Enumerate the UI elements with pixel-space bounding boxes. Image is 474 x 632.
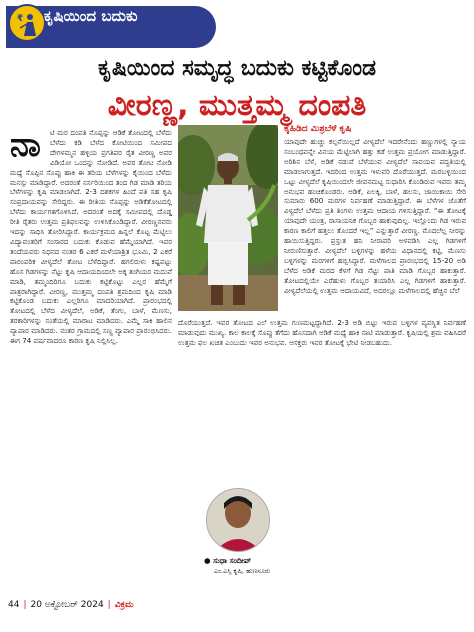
article-column-3-text-part: ದೊರೆಯುತ್ತದೆ. ಇವರ ತೋಟದ ಎಲೆ ಉತ್ತಮ ಗುಣಮಟ್ಟದ್ದಾಗಿದೆ. 2-3 ಅಡಿ ಬಿಟ್ಟು ಇರುವ ಬಳ್ಳಿಗಳ ವ್ಯವಸ್ಥಿತ ನಿರ್ವಹಣೆ ಮಾಡುವುದು ಮುಖ್ಯ. ಕಾಲ ಕಾಲಕ್ಕೆ ಸೊಪ್ಪು ತೆಗೆದು ಹೊಸದಾಗಿ ಅಡಿಕೆ ಮಧ್ಯೆ ಹಾಕಿ ನಾಟಿ ಮಾಡುತ್ತಾರೆ. ಕೃಷಿಯಲ್ಲಿ ಶ್ರಮ ವಹಿಸಿದರೆ ಉತ್ತಮ ಫಲ ಖಚಿತ ಎಂಬುದು ಇವರ ಅನುಭವ. ಆಸಕ್ತರು ಇವರ ತೋಟಕ್ಕೆ ಭೇಟಿ ನೀಡಬಹುದು. [178, 318, 466, 347]
svg-text:₹: ₹ [17, 14, 24, 24]
farmer-photo [178, 125, 278, 311]
article-title-line1: ಕೃಷಿಯಿಂದ ಸಮೃದ್ಧ ಬದುಕು ಕಟ್ಟಿಕೊಂಡ [97, 56, 376, 81]
page-footer: 44 | 20 ಅಕ್ಟೋಬರ್ 2024 | ವಿಕ್ರಮ [8, 600, 134, 610]
article-column-3-text: ಯಾವುದೇ ಹುಚ್ಚು ಕಲ್ಪನೆಯಿಲ್ಲದೆ ವೀಳ್ಯದೆಲೆ ಇದರೇನೆಂದು ಹಣ್ಣುಗಳಲ್ಲಿ ನ್ಯಾಯ ಸಂಬಂಧವನ್ನೇ ವಿನಯ ಮೆಟ್ಟಿಲಾಗಿ ಹತ್ತು ಕಡೆ ಉತ್ತಮ ಪ್ರಯೋಗ ಮಾಡುತ್ತಿದ್ದಾರೆ. ಅರಿಶಿನ ಬೆಳೆ, ಅಡಿಕೆ ನಡುವೆ ಬೆಳೆಯುವ ವೀಳ್ಯದೆಲೆ ಸಾವಯವ ಪದ್ಧತಿಯಲ್ಲಿ ಮಾಡಲಾಗುತ್ತದೆ. ಇದರಿಂದ ಉತ್ತಮ ಇಳುವರಿ ದೊರೆಯುತ್ತದೆ. ಮರಬಳ್ಳಿಯಿಂದ ಒಟ್ಟು ವೀಳ್ಯದೆಲೆ ಕೃಷಿಯಿಂದಲೇ ಜೀವನಮಟ್ಟ ಸುಧಾರಿಸಿ ಕೊಂಡಿರುವ ಇವರು ತಮ್ಮ ಅನುಭವ ಹಂಚಿಕೊಂಡರು. ಅಡಿಕೆ, ಏಲಕ್ಕಿ, ಬಾಳೆ, ಹಲಸು, ಜಾಯಿಕಾಯಿ ಸೇರಿ ಸುಮಾರು 600 ಮರಗಳ ನಿರ್ವಹಣೆ ಮಾಡುತ್ತಿದ್ದಾರೆ. ಈ ಬೆಳೆಗಳ ಜೊತೆಗೆ ವಿಳ್ಯದೆಲೆ ಬೆಳೆದು ಪ್ರತಿ ತಿಂಗಳು ಉತ್ತಮ ಆದಾಯ ಗಳಿಸುತ್ತಿದ್ದಾರೆ. “ಈ ತೋಟಕ್ಕೆ ಯಾವುದೇ ಯಂತ್ರ, ರಾಸಾಯನಿಕ ಗೊಬ್ಬರ ಹಾಕುವುದಿಲ್ಲ. ಇಲ್ಲೊಂದು ಗಿಡ ಇರುವ ಕಾರಣ ಕಾಲಿಗೆ ಹತ್ತಲು ತೊಂದರೆ ಇಲ್ಲ” ಎನ್ನುತ್ತಾರೆ ವೀರಣ್ಣ. ಮೊದಲೆಲ್ಲ ನೀರನ್ನು ಹಾಯಿಸುತ್ತಿದ್ದರು. ಪ್ರಸ್ತುತ ಹನಿ ನೀರಾವರಿ ಅಳವಡಿಸಿ ಎಲ್ಲ ಗಿಡಗಳಿಗೆ ನೀರುಣಿಸುತ್ತಾರೆ. ವೀಳ್ಯದೆಲೆ ಬಳ್ಳಿಗಳನ್ನು ಹಳೆಯ ವಿಧಾನದಲ್ಲಿ ಕಟ್ಟಿ, ಮೆಣಸು ಬಳ್ಳಿಗಳನ್ನು ಮರಗಳಿಗೆ ಹಬ್ಬಿಸಿದ್ದಾರೆ. ಮಳೆಗಾಲದ ಪ್ರಾರಂಭದಲ್ಲಿ 15-20 ಅಡಿ ಬೆಳೆದ ಅಡಿಕೆ ಮರದ ಕೆಳಗೆ ಗಿಡ ನೆಟ್ಟು ಪಾತಿ ಮಾಡಿ ಗೊಬ್ಬರ ಹಾಕುತ್ತಾರೆ. ತೋಟದಲ್ಲಿಯೇ ಎರೆಹುಳು ಗೊಬ್ಬರ ತಯಾರಿಸಿ ಎಲ್ಲ ಗಿಡಗಳಿಗೆ ಹಾಕುತ್ತಾರೆ. ವೀಳ್ಯದೆಲೆಯಲ್ಲಿ ಉತ್ತಮ ಆದಾಯವಿದೆ, ಅದರಲ್ಲೂ ಮಳೆಗಾಲದಲ್ಲಿ ಹೆಚ್ಚಿನ ಬೆಲೆ [284, 137, 466, 295]
article-column-1 [10, 125, 172, 594]
drop-cap: ನಾ [10, 125, 41, 165]
side-heading: ಕೈಹಿಡಿದ ಮಿಶ್ರಬೆಳೆ ಕೃಷಿ [284, 124, 352, 134]
publication-name: ವಿಕ್ರಮ [114, 600, 134, 610]
article-column-3 [284, 137, 466, 297]
page-number: 44 [8, 600, 20, 610]
article-column-3-lower [278, 486, 466, 594]
article-title-line2: ವೀರಣ್ಣ, ಮುತ್ತಮ್ಮ ದಂಪತಿ [107, 88, 367, 123]
issue-date: 20 ಅಕ್ಟೋಬರ್ 2024 [30, 600, 104, 610]
farmer-logo-icon [8, 4, 46, 42]
section-label: ಕೃಷಿಯಿಂದ ಬದುಕು [44, 7, 138, 25]
article-column-3-continued [178, 318, 466, 484]
author-role: ಎಂ.ಎಸ್ಸಿ ಕೃಷಿ, ಹುಣಸೂರು [214, 567, 271, 575]
article-column-1-text: ಟಿ ಮರ ದಂಪತಿ ನೊಪ್ಪನ್ನು ಆಡಿಕೆ ತೋಟದಲ್ಲಿ ಬೆಳೆದು ಬೆಳೆದು ಕಡಿ ಬೆಳೆದ ಕೋಟಿಯಿಂದ ಸಮೀಪದ ದೇಗಳಮ್ಮನ ಹಳ್ಳಿಯ ಪ್ರಗತಿಪರ ರೈತ ವೀರಣ್ಣ ಅವರ ವಿಡಿಯೋ ಒಂದನ್ನು ನೋಡಿದೆ. ಅವರ ತೋಟ ನೋಡಿ ಮಧ್ಯೆ ಸೊಪ್ಪಿನ ಸೊಪ್ಪು ಹಾಕಿ ಈ ತರಿಯ ಬೆಳೆಗಳನ್ನು ಕೈಯಿಂದ ಬೆಳೆದು ಮನಸ್ಸು ಮಾಡಿದ್ದಾರೆ. ಅದರಂತೆ ನರ್ಸರಿಯಿಂದ ತಂದ ಗಿಡ ಮಾಡಿ ತರಿಯ ಬೆಳೆಗಳನ್ನು ಕೃಷಿ ಮಾಡಲಾಗಿದೆ. 2-3 ದಶಕಗಳ ಹಿಂದೆ ಪತಿ ಸಹ ಕೃಷಿ ಸಂಪ್ರದಾಯವನ್ನು ಸೇರಿದ್ದರು. ಈ ರೀತಿಯ ನೊಪ್ಪನ್ನು ಅಡಿಕೆತೋಟದಲ್ಲಿ ಬೆಳೆದು ಕಾರ್ಯಗತಗೊಳಿಸಿದೆ. ಅದರಂತೆ ಅದಕ್ಕೆ ಸಮೀಪದಲ್ಲಿ ದೊಡ್ಡ ರೀತಿ ರೈತರು ಉತ್ತಮ ಪ್ರತಿಫಲವನ್ನು ಉಳಿಸಿಕೊಂಡಿದ್ದಾರೆ. ವೀರಣ್ಣನವರು ಇದನ್ನು ಸಾಧಿಸಿ ತೋರಿಸಿದ್ದಾರೆ. ಕಾರ್ಯಕ್ರಮದ ಹಿನ್ನಲೆ ಕೊಟ್ಟ ಮೆಟ್ಟಿಲು ವಿದ್ಯಾವಂತರಿಗೆ ಸಂಸಾರದ ಬದುಕು ಕೊಡುವ ಹೆಮ್ಮೆಯಾಗಿದೆ. ಇವರ ತಂದೆಯವರು ನಿಧನದ ನಂತರ 6 ಎಕರೆ ಮಳೆಯಾಶ್ರಿತ ಭೂಮಿ, 2 ಎಕರೆ ಪಾರಂಪರಿಕ ವೀಳ್ಯದೆಲೆ ತೋಟ ಬೆಳೆದಿದ್ದಾರೆ. ಹಗಲಿರುಳು ಕಷ್ಟಪಟ್ಟು ಹೊಸ ಗಿಡಗಳನ್ನು ನೆಟ್ಟು ಕೃಷಿ ಆದಾಯದಿಂದಲೇ ಅಕ್ಕ ತಂಗಿಯರ ಮದುವೆ ಮಾಡಿ, ತಮ್ಮಂದಿರಿಗೂ ಬದುಕು ಕಟ್ಟಿಕೊಟ್ಟು ಎಲ್ಲರ ಹೆಮ್ಮೆಗೆ ಪಾತ್ರರಾಗಿದ್ದಾರೆ. ವೀರಣ್ಣ, ಮುತ್ತಮ್ಮ ದಂಪತಿ ಶ್ರಮದಿಂದ ಕೃಷಿ ಮಾಡಿ ಕಟ್ಟಿಕೊಂಡ ಬದುಕು ಎಲ್ಲರಿಗೂ ಮಾದರಿಯಾಗಿದೆ. ಪ್ರಾರಂಭದಲ್ಲಿ ತೋಟದಲ್ಲಿ ಬೆಳೆದ ವೀಳ್ಯದೆಲೆ, ಅಡಿಕೆ, ತೆಂಗು, ಬಾಳೆ, ಮೆಣಸು, ತರಕಾರಿಗಳನ್ನು ಸಂತೆಯಲ್ಲಿ ಮಾರಾಟ ಮಾಡಿದರು. ಎಮ್ಮೆ ಸಾಕಿ ಹಾಲಿನ ವ್ಯಾಪಾರ ಮಾಡಿದರು. ನಂತರ ಗ್ರಾಮದಲ್ಲಿ ಸಣ್ಣ ವ್ಯಾಪಾರ ಪ್ರಾರಂಭಿಸಿದರು. ಈಗ 74 ವರ್ಷವಾದರೂ ಕಾರಣ ಕೃಷಿ ನಿಲ್ಲಿಸಿಲ್ಲ. [10, 128, 172, 346]
author-name: ● ಸುಧಾ ಸಂದೀಪ್ [204, 556, 252, 565]
author-photo [206, 488, 270, 552]
